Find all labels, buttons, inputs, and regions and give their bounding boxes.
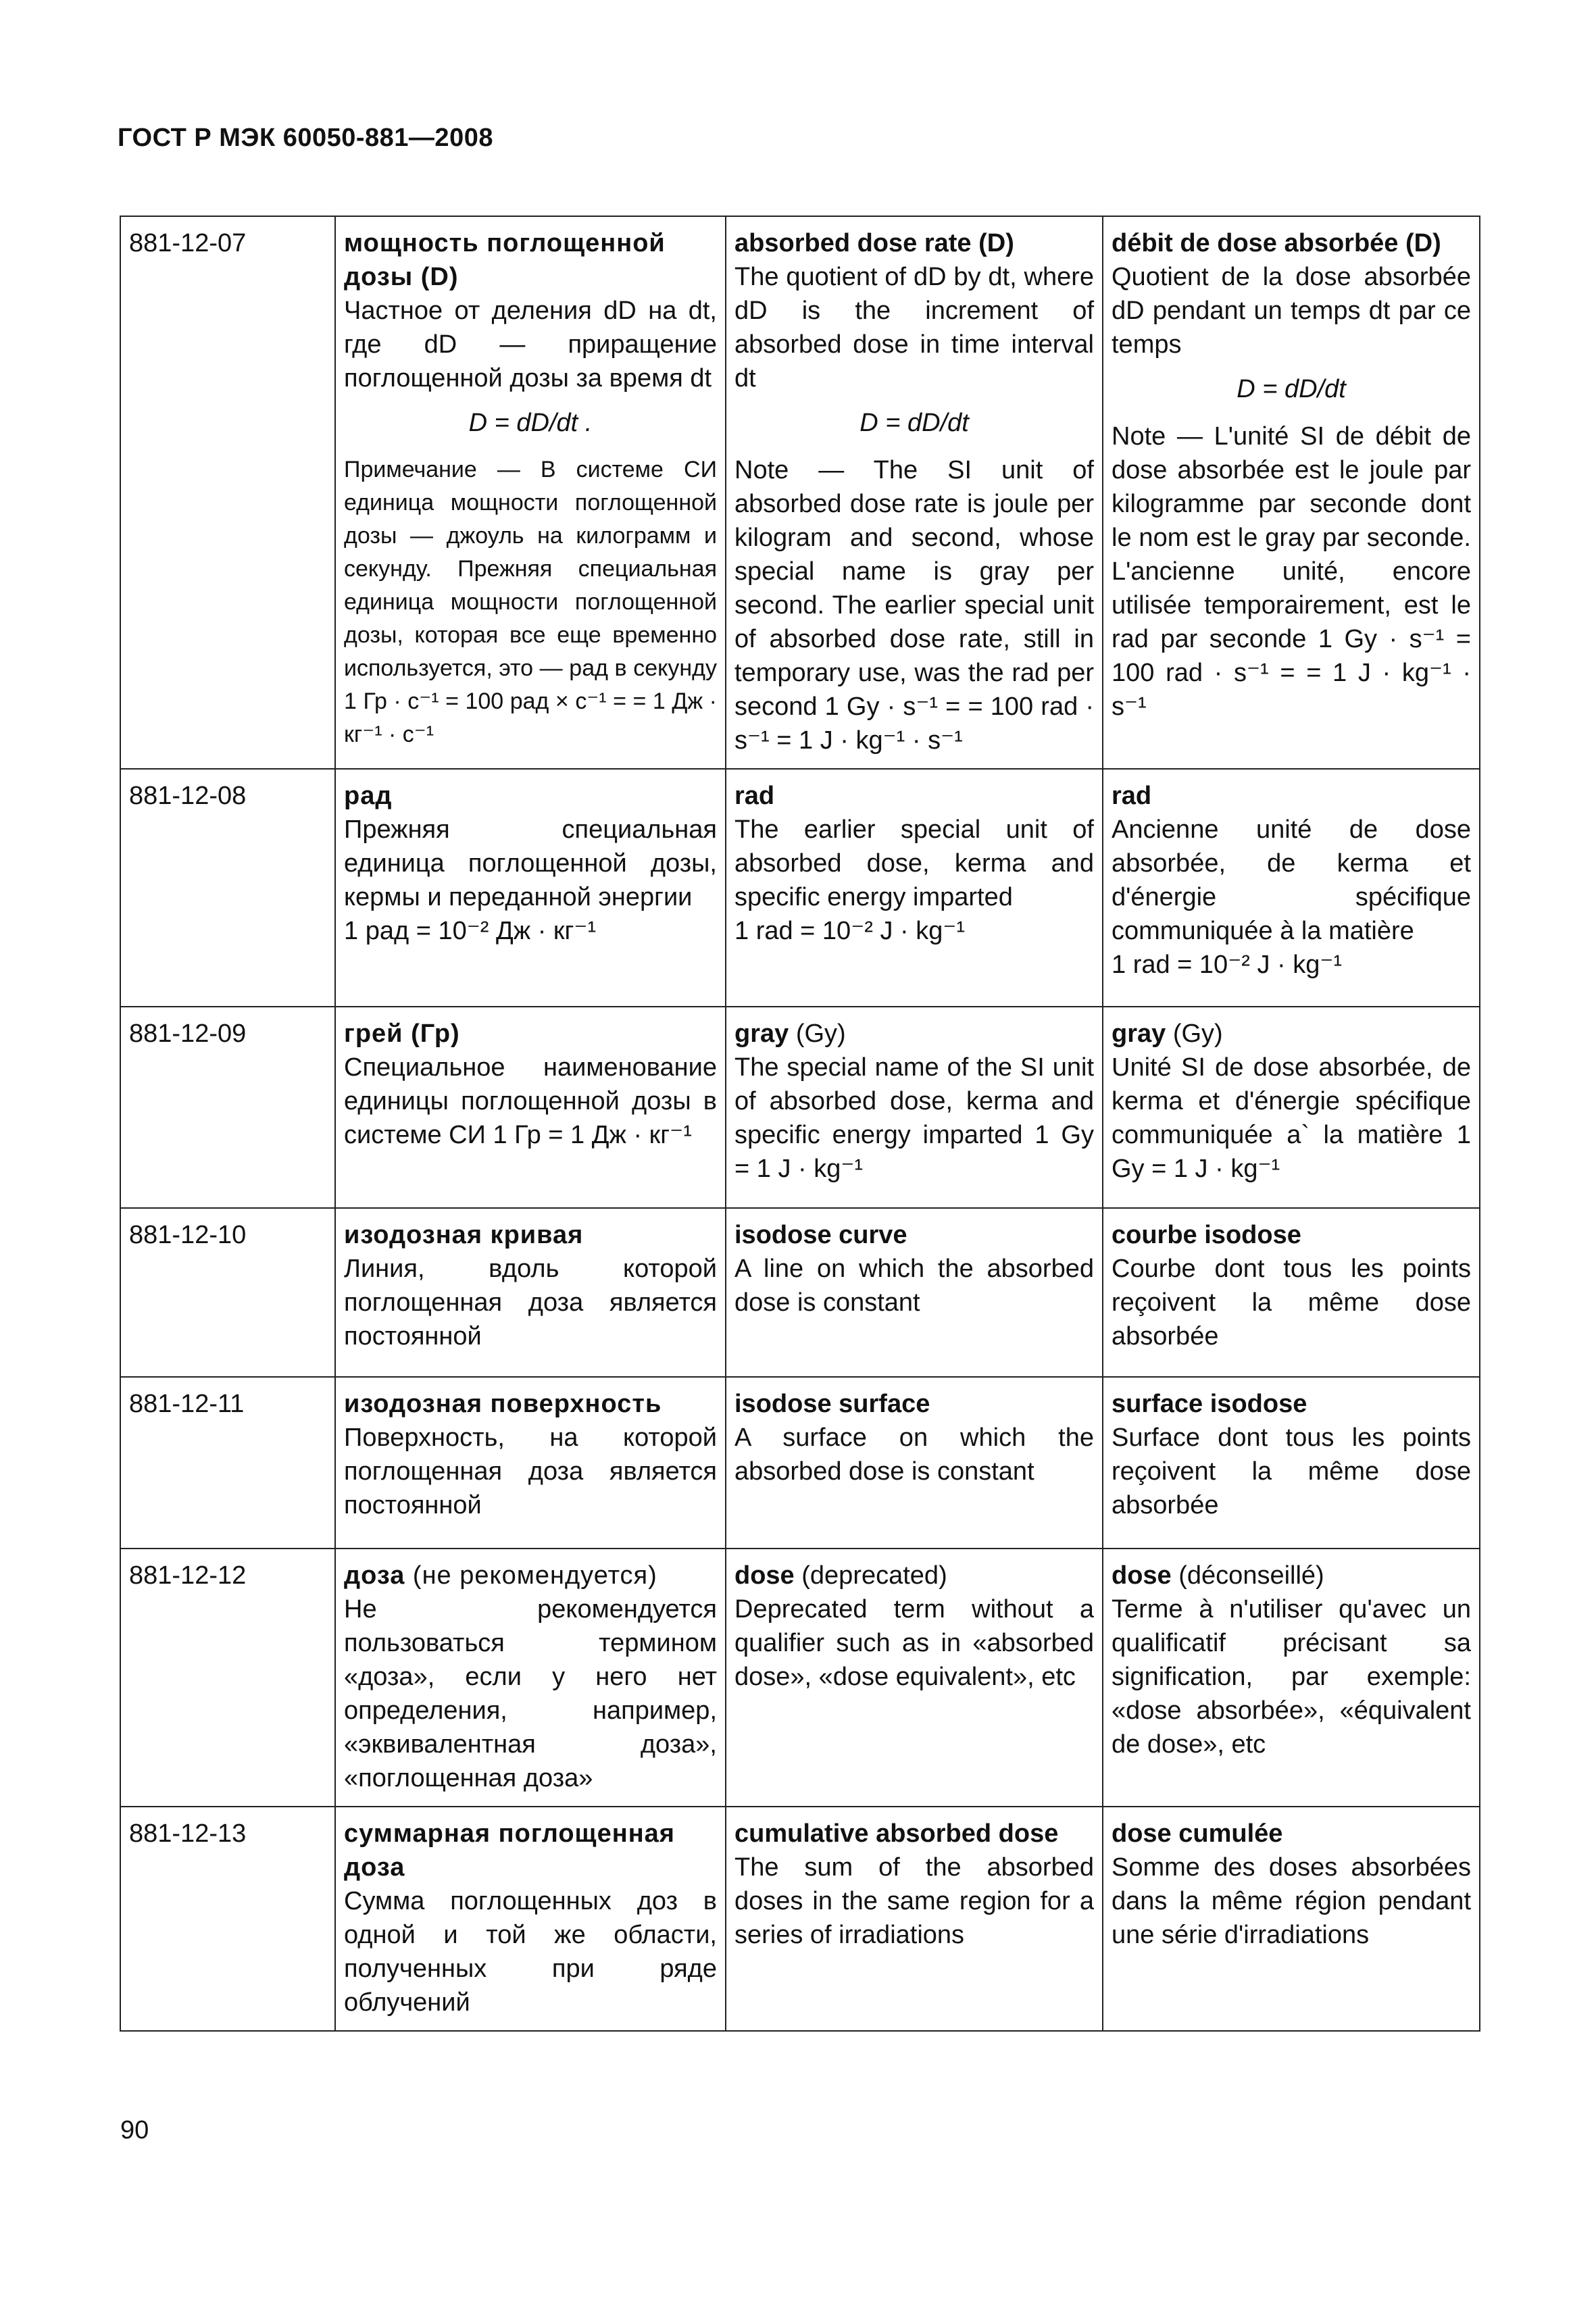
french-entry xyxy=(1103,216,1480,769)
definition-en: A surface on which the absorbed dose is constant xyxy=(734,1424,1094,1486)
term-en: gray (Gy) xyxy=(734,1020,846,1048)
term-number: 881-12-09 xyxy=(120,1007,335,1208)
definition-ru: Прежняя специальная единица поглощенной дозы, кермы и переданной энергии xyxy=(344,815,717,911)
term-ru: мощность поглощенной дозы (D) xyxy=(344,229,666,291)
note-en: Note — The SI unit of absorbed dose rate is joule per kilogram and second, whose special name is gray per second. The earlier special unit of absorbed dose rate, still in temporary use, was the rad per second 1 Gy · s⁻¹ = = 100 rad · s⁻¹ = 1 J · kg⁻¹ · s⁻¹ xyxy=(734,456,1094,755)
term-en: isodose curve xyxy=(734,1221,907,1249)
english-entry xyxy=(726,1007,1103,1208)
term-fr: gray (Gy) xyxy=(1112,1020,1223,1048)
term-fr: dose (déconseillé) xyxy=(1112,1561,1324,1590)
table-row xyxy=(120,1377,1480,1549)
term-number: 881-12-07 xyxy=(120,216,335,769)
russian-entry xyxy=(335,769,726,1007)
definition-fr: Somme des doses absorbées dans la même région pendant une série d'irradiations xyxy=(1112,1853,1471,1949)
french-entry xyxy=(1103,1208,1480,1377)
note-fr: Note — L'unité SI de débit de dose absorbée est le joule par kilogramme par seconde dont le nom est le gray par seconde. L'ancienne unité, encore utilisée temporairement, est le rad par seconde 1 Gy · s⁻¹ = 100 rad · s⁻¹ = = 1 J · kg⁻¹ · s⁻¹ xyxy=(1112,422,1471,721)
definition-en: The quotient of dD by dt, where dD is the increment of absorbed dose in time interval dt xyxy=(734,263,1094,393)
english-entry xyxy=(726,1549,1103,1807)
table-row xyxy=(120,1549,1480,1807)
russian-entry xyxy=(335,1007,726,1208)
term-ru: доза (не рекомендуется) xyxy=(344,1561,657,1590)
term-ru: изодозная поверхность xyxy=(344,1390,662,1418)
term-fr: courbe isodose xyxy=(1112,1221,1301,1249)
term-fr: dose cumulée xyxy=(1112,1819,1283,1848)
definition-fr: Unité SI de dose absorbée, de kerma et d'énergie spécifique communiquée a` la matière 1 Gy = 1 J · kg⁻¹ xyxy=(1112,1053,1471,1183)
term-fr: rad xyxy=(1112,782,1152,810)
term-ru: грей (Гр) xyxy=(344,1020,460,1048)
definition-ru: Частное от деления dD на dt, где dD — приращение поглощенной дозы за время dt xyxy=(344,297,717,393)
term-number: 881-12-08 xyxy=(120,769,335,1007)
english-entry xyxy=(726,1208,1103,1377)
term-en: cumulative absorbed dose xyxy=(734,1819,1059,1848)
definition-fr: Quotient de la dose absorbée dD pendant un temps dt par ce temps xyxy=(1112,263,1471,359)
english-entry xyxy=(726,1377,1103,1549)
formula-fr: D = dD/dt xyxy=(1237,375,1346,403)
russian-entry xyxy=(335,1549,726,1807)
english-entry xyxy=(726,1807,1103,2031)
russian-entry xyxy=(335,216,726,769)
term-fr: surface isodose xyxy=(1112,1390,1307,1418)
definition-en: The earlier special unit of absorbed dose, kerma and specific energy imparted xyxy=(734,815,1094,911)
formula-en: D = dD/dt xyxy=(859,409,969,437)
definition-fr: Terme à n'utiliser qu'avec un qualificatif précisant sa signification, par exemple: «dose absorbée», «équivalent de dose», etc xyxy=(1112,1595,1471,1759)
definition-en: A line on which the absorbed dose is constant xyxy=(734,1255,1094,1317)
english-entry xyxy=(726,216,1103,769)
table-row xyxy=(120,769,1480,1007)
term-fr: débit de dose absorbée (D) xyxy=(1112,229,1441,257)
russian-entry xyxy=(335,1208,726,1377)
french-entry xyxy=(1103,1377,1480,1549)
term-number: 881-12-11 xyxy=(120,1377,335,1549)
russian-entry xyxy=(335,1807,726,2031)
definition-ru: Линия, вдоль которой поглощенная доза является постоянной xyxy=(344,1255,717,1351)
term-ru: суммарная поглощенная доза xyxy=(344,1819,675,1882)
definition-ru: Поверхность, на которой поглощенная доза является постоянной xyxy=(344,1424,717,1519)
unit-ru: 1 рад = 10⁻² Дж · кг⁻¹ xyxy=(344,917,597,945)
unit-en: 1 rad = 10⁻² J · kg⁻¹ xyxy=(734,917,966,945)
term-ru: рад xyxy=(344,782,393,810)
table-row xyxy=(120,1807,1480,2031)
table-row xyxy=(120,1007,1480,1208)
page-number: 90 xyxy=(120,2116,149,2144)
definition-en: The special name of the SI unit of absorbed dose, kerma and specific energy imparted 1 Gy = 1 J · kg⁻¹ xyxy=(734,1053,1094,1183)
term-number: 881-12-10 xyxy=(120,1208,335,1377)
unit-fr: 1 rad = 10⁻² J · kg⁻¹ xyxy=(1112,951,1343,979)
note-ru: Примечание — В системе СИ единица мощности поглощенной дозы — джоуль на килограмм и секунду. Прежняя специальная единица мощности поглощенной дозы, которая все еще временно используется, это — рад в секунду 1 Гр · с⁻¹ = 100 рад × с⁻¹ = = 1 Дж · кг⁻¹ · с⁻¹ xyxy=(344,457,717,747)
term-ru: изодозная кривая xyxy=(344,1221,584,1249)
french-entry xyxy=(1103,1549,1480,1807)
definition-en: The sum of the absorbed doses in the same region for a series of irradiations xyxy=(734,1853,1094,1949)
terms-table xyxy=(120,216,1480,2032)
definition-ru: Сумма поглощенных доз в одной и той же области, полученных при ряде облучений xyxy=(344,1887,717,2017)
term-en: isodose surface xyxy=(734,1390,930,1418)
table-row xyxy=(120,1208,1480,1377)
table-row xyxy=(120,216,1480,769)
term-en: rad xyxy=(734,782,775,810)
document-header: ГОСТ Р МЭК 60050-881—2008 xyxy=(118,124,493,152)
russian-entry xyxy=(335,1377,726,1549)
english-entry xyxy=(726,769,1103,1007)
term-en: absorbed dose rate (D) xyxy=(734,229,1014,257)
definition-ru: Не рекомендуется пользоваться термином «доза», если у него нет определения, например, «эквивалентная доза», «поглощенная доза» xyxy=(344,1595,717,1792)
formula-ru: D = dD/dt . xyxy=(468,409,593,437)
definition-fr: Courbe dont tous les points reçoivent la même dose absorbée xyxy=(1112,1255,1471,1351)
term-number: 881-12-12 xyxy=(120,1549,335,1807)
french-entry xyxy=(1103,769,1480,1007)
definition-fr: Surface dont tous les points reçoivent la même dose absorbée xyxy=(1112,1424,1471,1519)
french-entry xyxy=(1103,1007,1480,1208)
term-number: 881-12-13 xyxy=(120,1807,335,2031)
term-en: dose (deprecated) xyxy=(734,1561,947,1590)
definition-fr: Ancienne unité de dose absorbée, de kerma et d'énergie spécifique communiquée à la matière xyxy=(1112,815,1471,945)
french-entry xyxy=(1103,1807,1480,2031)
definition-ru: Специальное наименование единицы поглощенной дозы в системе СИ 1 Гр = 1 Дж · кг⁻¹ xyxy=(344,1053,717,1149)
definition-en: Deprecated term without a qualifier such as in «absorbed dose», «dose equivalent», etc xyxy=(734,1595,1094,1691)
